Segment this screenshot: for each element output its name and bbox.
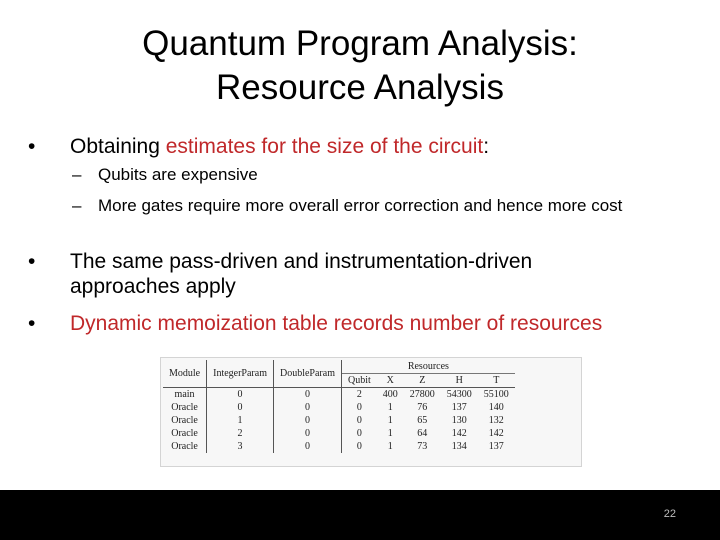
- table-cell: 0: [273, 388, 341, 402]
- table-cell: 55100: [483, 389, 509, 400]
- table-cell: 134: [451, 441, 467, 452]
- col-h: H: [441, 374, 478, 388]
- table-cell: 2: [356, 389, 362, 400]
- table-cell: 0: [207, 388, 274, 402]
- table-cell: Oracle: [163, 401, 207, 414]
- subbullet-text: More gates require more overall error correction and hence more cost: [98, 196, 623, 215]
- table-cell: Oracle: [163, 427, 207, 440]
- table-cell: 0: [207, 401, 274, 414]
- table-cell: 0: [356, 415, 362, 426]
- table-cell: 73: [417, 441, 428, 452]
- table-cell: 137: [488, 441, 504, 452]
- table-cell: 130: [451, 415, 467, 426]
- resources-group-header: Resources: [341, 360, 514, 374]
- table-cell: 3: [207, 440, 274, 453]
- bullet-text: The same pass-driven and instrumentation-driven approaches apply: [70, 250, 533, 298]
- col-double-param: DoubleParam: [273, 360, 341, 388]
- resource-table-grid: [163, 360, 515, 453]
- bullet-text-plain: Obtaining: [70, 135, 166, 158]
- table-cell: 1: [387, 415, 393, 426]
- table-cell: 142: [488, 428, 504, 439]
- title-line-2: Resource Analysis: [216, 68, 504, 107]
- table-cell: 64: [417, 428, 428, 439]
- subbullet-dash: –: [72, 196, 82, 215]
- bullet-text-highlight: estimates for the size of the circuit: [165, 135, 484, 158]
- table-cell: 76: [417, 402, 428, 413]
- table-cell: 1: [387, 428, 393, 439]
- resource-table: [160, 357, 582, 467]
- bullet-dot: •: [28, 312, 36, 335]
- subbullet-text: Qubits are expensive: [98, 165, 258, 184]
- table-cell: 0: [273, 427, 341, 440]
- table-cell: 0: [273, 440, 341, 453]
- table-cell: Oracle: [163, 414, 207, 427]
- table-cell: 54300: [446, 389, 472, 400]
- col-integer-param: IntegerParam: [207, 360, 274, 388]
- col-module: Module: [163, 360, 207, 388]
- page-number: 22: [663, 508, 676, 520]
- table-cell: 2: [207, 427, 274, 440]
- table-cell: 0: [273, 401, 341, 414]
- col-qubit: Qubit: [341, 374, 376, 388]
- table-cell: 1: [387, 441, 393, 452]
- table-cell: 0: [356, 428, 362, 439]
- bullet-text: [70, 134, 710, 159]
- title-line-1: Quantum Program Analysis:: [142, 24, 578, 63]
- table-cell: 132: [488, 415, 504, 426]
- bullet-dot: •: [28, 250, 36, 273]
- table-cell: 0: [356, 402, 362, 413]
- table-cell: 65: [417, 415, 428, 426]
- table-cell: 137: [451, 402, 467, 413]
- table-row: [163, 388, 515, 402]
- table-cell: 0: [356, 441, 362, 452]
- table-row: [163, 440, 515, 453]
- footer-bar: [0, 490, 720, 540]
- table-cell: 1: [387, 402, 393, 413]
- table-cell: 1: [207, 414, 274, 427]
- table-cell: 27800: [409, 389, 435, 400]
- table-row: [163, 427, 515, 440]
- table-cell: 400: [382, 389, 398, 400]
- table-row: [163, 414, 515, 427]
- slide-title: [0, 22, 720, 110]
- col-t: T: [478, 374, 515, 388]
- table-cell: 142: [451, 428, 467, 439]
- table-cell: 140: [488, 402, 504, 413]
- subbullet-dash: –: [72, 165, 82, 184]
- table-cell: 0: [273, 414, 341, 427]
- table-cell: main: [163, 388, 207, 402]
- bullet-text: Dynamic memoization table records number of resources: [70, 312, 603, 335]
- table-row: [163, 401, 515, 414]
- bullet-text-colon: :: [483, 135, 490, 158]
- col-z: Z: [404, 374, 441, 388]
- bullet-dot: •: [28, 135, 36, 158]
- table-cell: Oracle: [163, 440, 207, 453]
- col-x: X: [377, 374, 404, 388]
